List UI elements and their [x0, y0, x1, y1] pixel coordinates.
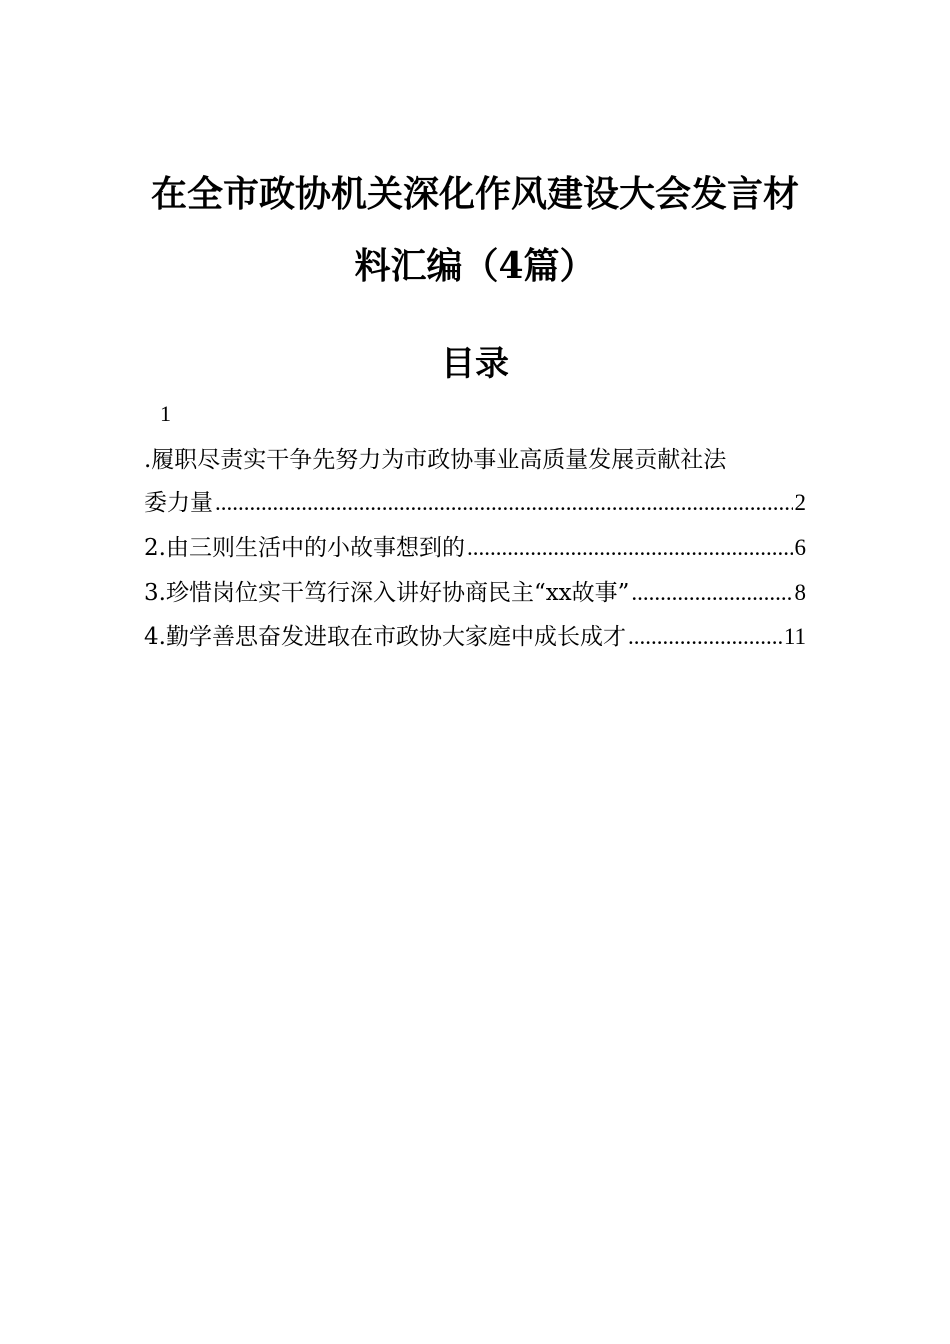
- toc-entry-2-row[interactable]: [144, 533, 806, 563]
- toc-entry-3-title: 3.珍惜岗位实干笃行深入讲好协商民主“xx故事”: [144, 580, 630, 606]
- toc-entry-1-number: 1: [160, 401, 171, 426]
- toc-entry-3-page-number: 8: [794, 580, 806, 605]
- toc-entry-1-page-number: 2: [794, 490, 806, 515]
- toc-entry-1-leader-dots: [215, 488, 793, 518]
- toc-entry-2-title: 2.由三则生活中的小故事想到的: [144, 535, 465, 561]
- toc-entry-1-title-line-2: 委力量: [144, 490, 213, 516]
- toc-entry-4-leader-dots: [628, 622, 782, 652]
- toc-entry-2-leader-dots: [467, 533, 793, 563]
- toc-heading: 目录: [441, 344, 509, 384]
- toc-entry-4-row[interactable]: [144, 622, 806, 652]
- toc-entry-3-row[interactable]: [144, 578, 806, 608]
- toc-entry-2-page-number: 6: [794, 535, 806, 560]
- toc-entry-1-row[interactable]: [144, 488, 806, 518]
- toc-entry-1-title-line-1[interactable]: .履职尽责实干争先努力为市政协事业高质量发展贡献社法: [144, 447, 727, 473]
- toc-entry-3-leader-dots: [631, 578, 792, 608]
- document-title-line-1: 在全市政协机关深化作风建设大会发言材: [150, 173, 799, 215]
- toc-entry-4-page-number: 11: [783, 624, 806, 649]
- document-title-line-2: 料汇编（4篇）: [354, 245, 596, 287]
- toc-entry-4-title: 4.勤学善思奋发进取在市政协大家庭中成长成才: [144, 624, 626, 650]
